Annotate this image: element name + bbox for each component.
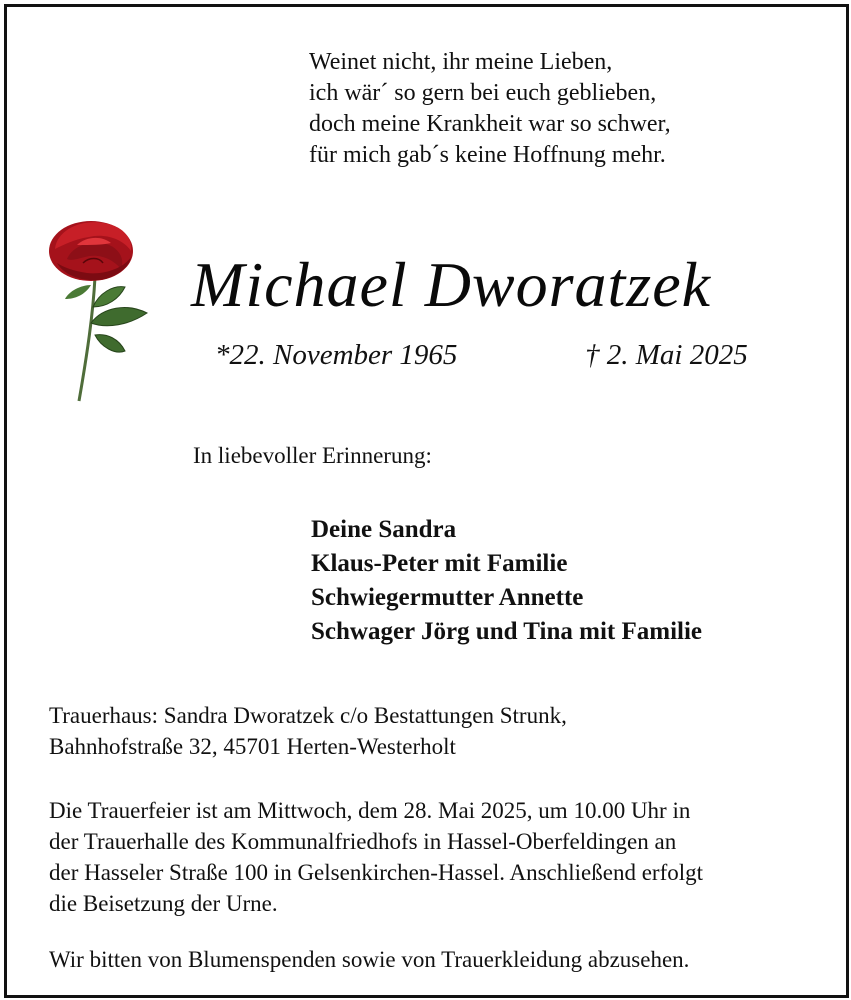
- address-line: Trauerhaus: Sandra Dworatzek c/o Bestattungen Strunk,: [49, 703, 567, 728]
- ceremony-line: die Beisetzung der Urne.: [49, 891, 278, 916]
- poem-line: für mich gab´s keine Hoffnung mehr.: [309, 142, 666, 168]
- ceremony-line: der Hasseler Straße 100 in Gelsenkirchen-Hassel. Anschließend erfolgt: [49, 860, 704, 885]
- mourner: Klaus-Peter mit Familie: [311, 550, 568, 577]
- mourning-house-address: [49, 700, 567, 762]
- address-line: Bahnhofstraße 32, 45701 Herten-Westerholt: [49, 734, 456, 759]
- deceased-name: Michael Dworatzek: [191, 249, 711, 320]
- mourners-list: [311, 513, 702, 649]
- poem: [309, 47, 829, 171]
- ceremony-line: Die Trauerfeier ist am Mittwoch, dem 28. Mai 2025, um 10.00 Uhr in: [49, 798, 691, 823]
- ceremony-info: [49, 795, 703, 919]
- death-date: † 2. Mai 2025: [585, 339, 748, 371]
- mourner: Schwager Jörg und Tina mit Familie: [311, 618, 703, 645]
- donation-request: Wir bitten von Blumenspenden sowie von Trauerkleidung abzusehen.: [49, 947, 690, 972]
- mourner: Schwiegermutter Annette: [311, 584, 584, 611]
- poem-line: doch meine Krankheit war so schwer,: [309, 111, 671, 137]
- ceremony-line: der Trauerhalle des Kommunalfriedhofs in Hassel-Oberfeldingen an: [49, 829, 677, 854]
- birth-date: *22. November 1965: [215, 339, 458, 371]
- poem-line: Weinet nicht, ihr meine Lieben,: [309, 49, 613, 75]
- poem-line: ich wär´ so gern bei euch geblieben,: [309, 80, 657, 106]
- mourner: Deine Sandra: [311, 516, 457, 543]
- obituary-frame: [4, 4, 849, 998]
- remembrance-intro: In liebevoller Erinnerung:: [193, 443, 432, 468]
- rose-icon: [43, 215, 167, 407]
